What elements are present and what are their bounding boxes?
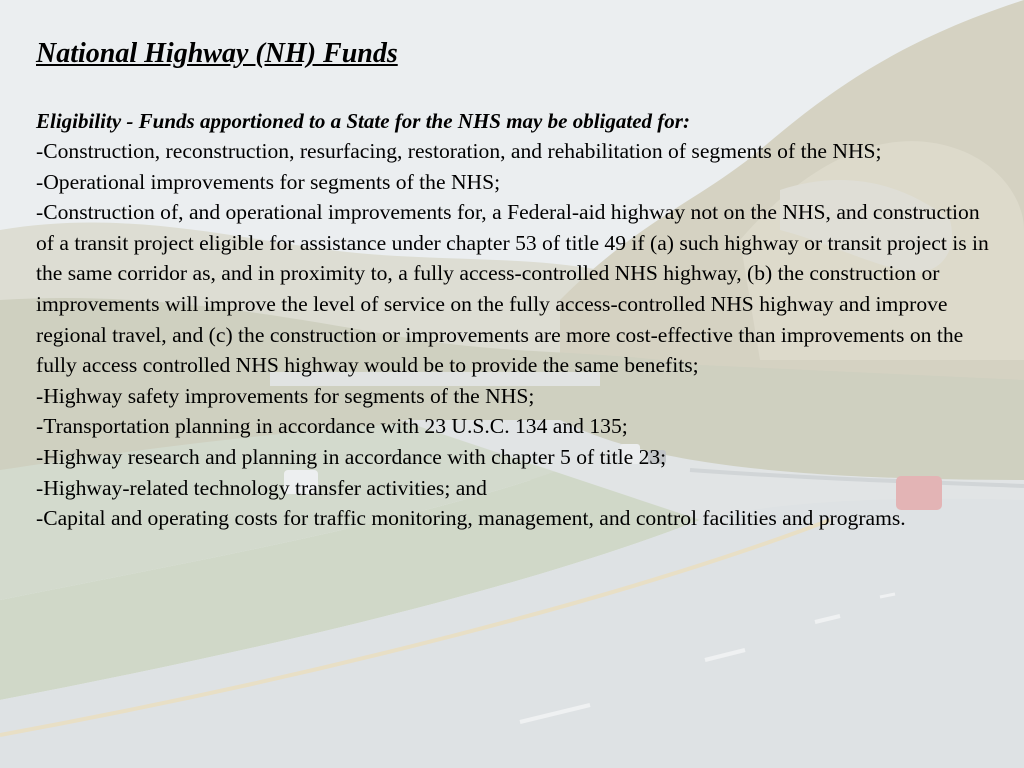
list-item: -Operational improvements for segments of the NHS; [36, 169, 501, 194]
list-item: -Highway safety improvements for segments of the NHS; [36, 383, 535, 408]
list-item: -Transportation planning in accordance with 23 U.S.C. 134 and 135; [36, 414, 628, 439]
list-item: -Construction of, and operational improvements for, a Federal-aid highway not on the NHS, and construction of a transit project eligible for assistance under chapter 53 of title 49 if (a) such highway or transit project is in the same corridor as, and in proximity to, a fully access-controlled NHS highway, (b) the construction or improvements will improve the level of service on the fully access-controlled NHS highway and improve regional travel, and (c) the construction or improvements are more cost-effective than improvements on the fully access controlled NHS highway would be to provide the same benefits; [36, 200, 989, 378]
slide-title: National Highway (NH) Funds [36, 38, 398, 69]
list-item: -Construction, reconstruction, resurfacing, restoration, and rehabilitation of segments of the NHS; [36, 139, 882, 163]
slide-content [36, 36, 994, 534]
list-item: -Capital and operating costs for traffic monitoring, management, and control facilities and programs. [36, 506, 906, 531]
list-item: -Highway research and planning in accordance with chapter 5 of title 23; [36, 444, 667, 469]
list-item: -Highway-related technology transfer activities; and [36, 475, 487, 500]
eligibility-list [36, 136, 994, 534]
eligibility-intro: Eligibility - Funds apportioned to a State for the NHS may be obligated for: [36, 109, 690, 133]
